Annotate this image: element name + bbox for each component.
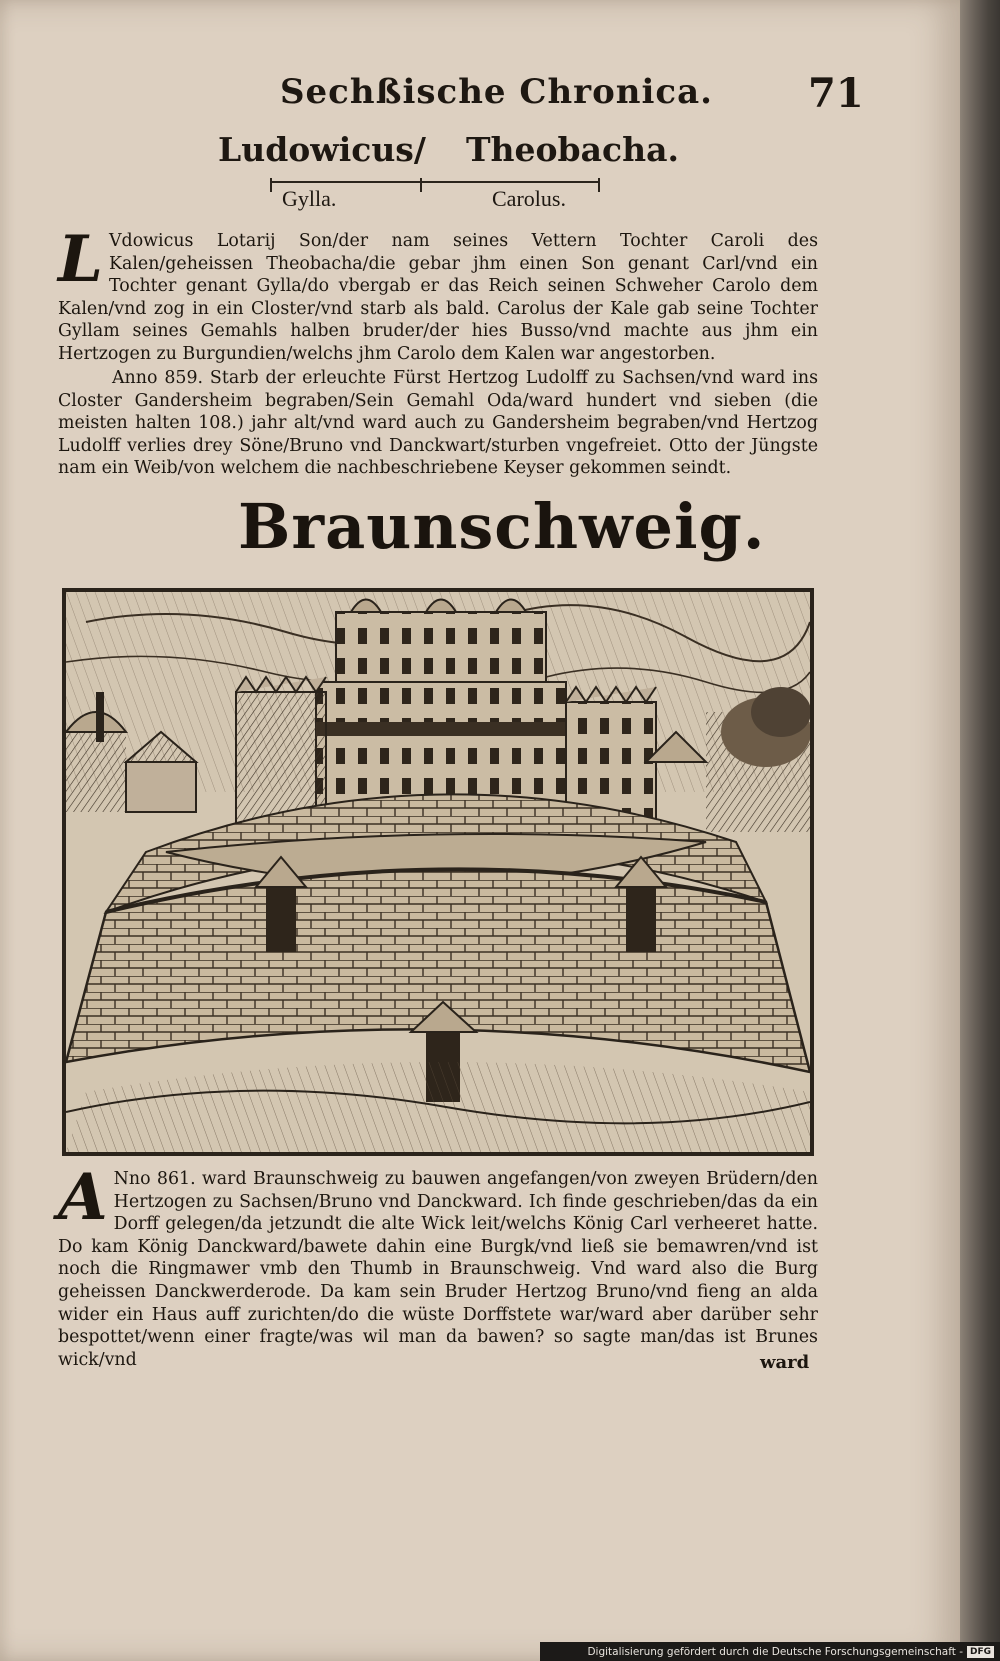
genealogy-mother: Theobacha.	[466, 130, 679, 169]
paragraph-text: Vdowicus Lotarij Son/der nam seines Vettern Tochter Caroli des Kalen/geheissen Theobacha/die gebar jhm einen Son genant Carl/vnd ein Tochter genant Gylla/do vbergab er das Reich seinen Schweher Carolo dem Kalen/vnd zog in ein Closter/vnd starb als bald. Carolus der Kale gab seine Tochter Gyllam seines Gemahls halben bruder/der hies Busso/vnd machte aus jhm ein Hertzogen zu Burgundien/welchs jhm Carolo dem Kalen war angestorben.	[58, 231, 818, 364]
page-number: 71	[808, 70, 864, 117]
paragraph-text: Anno 859. Starb der erleuchte Fürst Hertzog Ludolff zu Sachsen/vnd ward ins Closter Gandersheim begraben/Sein Gemahl Oda/ward hundert vnd sieben (die meisten halten 108.) jahr alt/vnd ward auch zu Gandersheim begraben/vnd Hertzog Ludolff verlies drey Söne/Bruno vnd Danckwart/sturben vngefreiet. Otto der Jüngste nam ein Weib/von welchem die nachbeschriebene Keyser gekommen seindt.	[58, 368, 818, 479]
genealogy-connector-line	[270, 181, 600, 183]
footer-attribution-text: Digitalisierung gefördert durch die Deutsche Forschungsgemeinschaft -	[587, 1645, 963, 1658]
woodcut-illustration-castle	[62, 588, 814, 1156]
paragraph-text: Nno 861. ward Braunschweig zu bauwen angefangen/von zweyen Brüdern/den Hertzogen zu Sachsen/Bruno vnd Danckward. Ich finde geschrieben/das da ein Dorff gelegen/da jetzundt die alte Wick leit/welchs König Carl verheeret hatte. Do kam König Danckward/bawete dahin eine Burgk/vnd ließ sie bemawren/vnd ist noch die Ringmawer vmb den Thumb in Braunschweig. Vnd ward also die Burg geheissen Danckwerderode. Da kam sein Bruder Hertzog Bruno/vnd fieng an alda wider ein Haus auff zurichten/do die wüste Dorffstete war/ward aber darüber sehr bespottet/wenn einer fragte/was wil man da bawen? so sagte man/das ist Brunes wick/vnd	[58, 1169, 818, 1370]
genealogy-child-1: Gylla.	[282, 186, 337, 211]
genealogy-father: Ludowicus/	[218, 130, 426, 169]
section-title: Braunschweig.	[238, 490, 766, 563]
dropcap-initial: A	[58, 1160, 108, 1235]
genealogy-tick	[270, 178, 272, 192]
paragraph-ludowicus	[58, 222, 818, 366]
genealogy-tick	[598, 178, 600, 192]
genealogy-child-2: Carolus.	[492, 186, 566, 211]
running-head: Sechßische Chronica.	[280, 72, 713, 112]
footer-attribution-bar	[540, 1642, 1000, 1661]
paragraph-anno-859	[58, 367, 818, 480]
dropcap-initial: L	[58, 222, 103, 297]
genealogy-tick	[420, 178, 422, 192]
dfg-logo: DFG	[967, 1646, 994, 1658]
castle-woodcut-image	[66, 592, 810, 1152]
book-edge	[960, 0, 1000, 1661]
catchword: ward	[760, 1352, 810, 1373]
paragraph-anno-861	[58, 1160, 818, 1371]
